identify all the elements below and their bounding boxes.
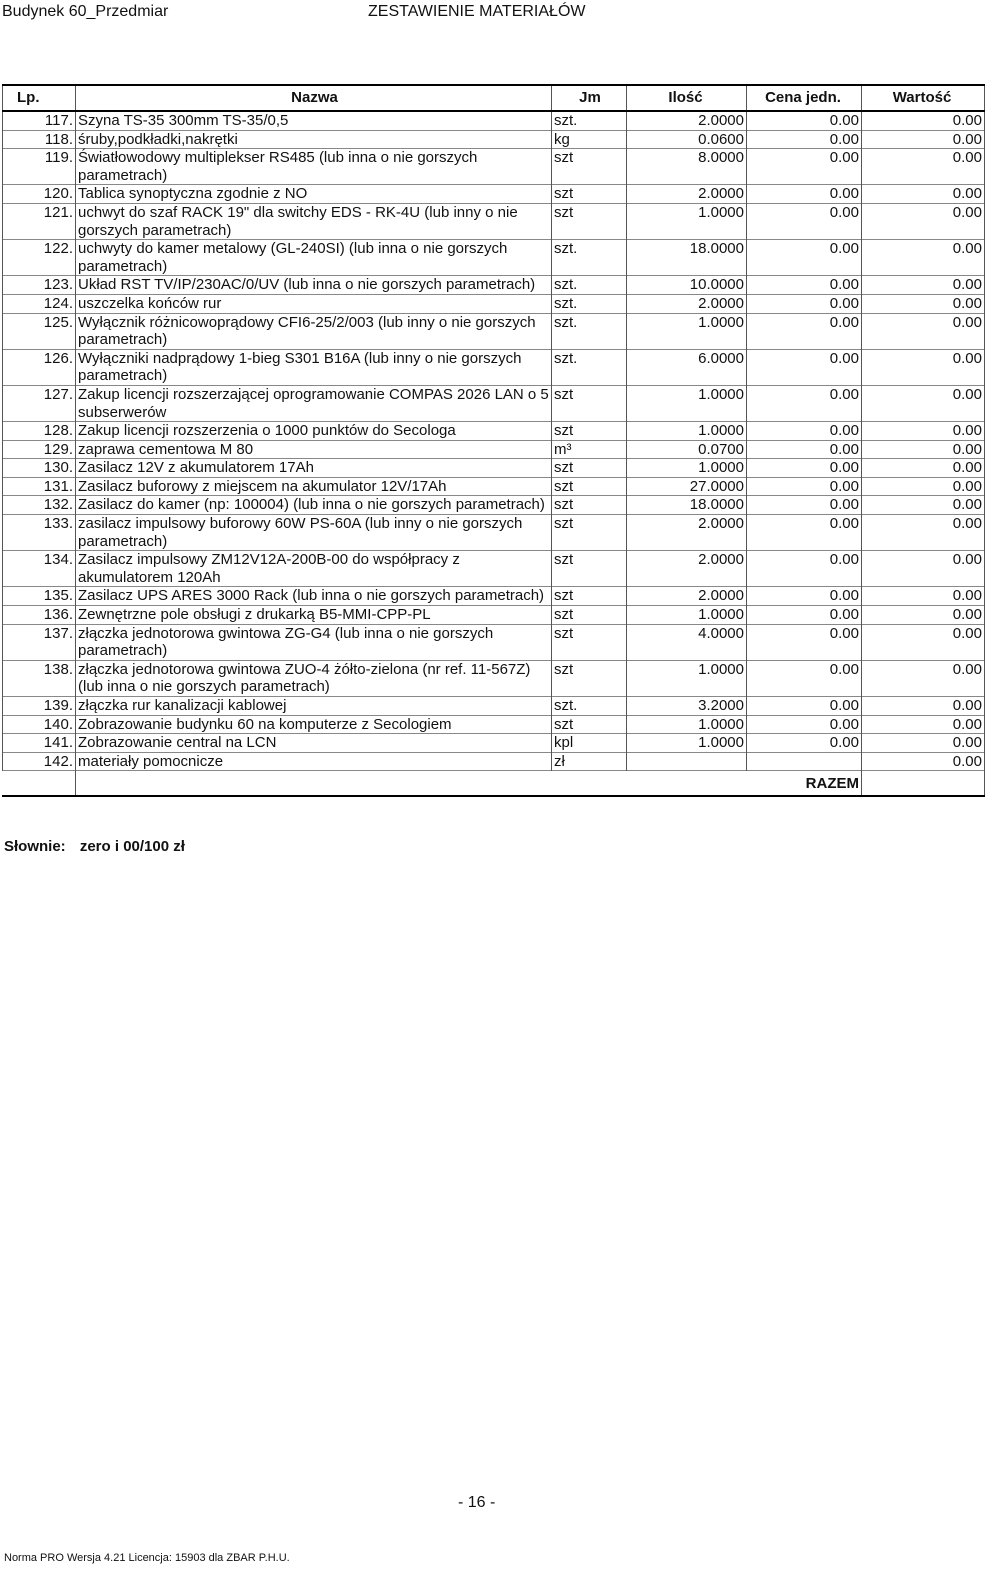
row-qty: 10.0000 — [627, 276, 747, 295]
table-row — [3, 422, 985, 441]
row-qty: 2.0000 — [627, 551, 747, 587]
row-value: 0.00 — [862, 697, 985, 716]
row-qty: 8.0000 — [627, 149, 747, 185]
row-name: Zakup licencji rozszerzającej oprogramowanie COMPAS 2026 LAN o 5 subserwerów — [76, 385, 552, 421]
row-lp: 137. — [3, 624, 76, 660]
row-value: 0.00 — [862, 660, 985, 696]
row-lp: 119. — [3, 149, 76, 185]
row-price: 0.00 — [747, 149, 862, 185]
row-price: 0.00 — [747, 294, 862, 313]
row-lp: 141. — [3, 734, 76, 753]
row-jm: szt — [552, 715, 627, 734]
col-jm-header: Jm — [552, 85, 627, 111]
row-lp: 140. — [3, 715, 76, 734]
row-jm: szt. — [552, 240, 627, 276]
table-row — [3, 496, 985, 515]
document-title: Budynek 60_Przedmiar — [2, 3, 169, 20]
row-name: złączka rur kanalizacji kablowej — [76, 697, 552, 716]
row-name: zaprawa cementowa M 80 — [76, 440, 552, 459]
row-jm: szt — [552, 459, 627, 478]
row-jm: szt — [552, 477, 627, 496]
row-price: 0.00 — [747, 440, 862, 459]
row-qty: 2.0000 — [627, 294, 747, 313]
row-price: 0.00 — [747, 111, 862, 130]
row-qty: 18.0000 — [627, 496, 747, 515]
row-price: 0.00 — [747, 240, 862, 276]
row-lp: 128. — [3, 422, 76, 441]
row-price: 0.00 — [747, 385, 862, 421]
row-value: 0.00 — [862, 551, 985, 587]
row-name: materiały pomocnicze — [76, 752, 552, 771]
row-lp: 136. — [3, 606, 76, 625]
col-name-header: Nazwa — [76, 85, 552, 111]
row-jm: kg — [552, 130, 627, 149]
row-lp: 120. — [3, 185, 76, 204]
table-body — [3, 111, 985, 771]
col-value-header: Wartość — [862, 85, 985, 111]
table-row — [3, 587, 985, 606]
row-price: 0.00 — [747, 660, 862, 696]
row-qty: 4.0000 — [627, 624, 747, 660]
row-jm: szt — [552, 587, 627, 606]
table-row — [3, 551, 985, 587]
row-lp: 134. — [3, 551, 76, 587]
row-price: 0.00 — [747, 276, 862, 295]
row-qty: 0.0700 — [627, 440, 747, 459]
row-qty: 2.0000 — [627, 111, 747, 130]
col-qty-header: Ilość — [627, 85, 747, 111]
row-qty: 1.0000 — [627, 203, 747, 239]
row-value: 0.00 — [862, 515, 985, 551]
row-lp: 132. — [3, 496, 76, 515]
footer-license: Norma PRO Wersja 4.21 Licencja: 15903 dla ZBAR P.H.U. — [4, 1552, 290, 1564]
row-name: zasilacz impulsowy buforowy 60W PS-60A (lub inny o nie gorszych parametrach) — [76, 515, 552, 551]
row-qty — [627, 752, 747, 771]
col-price-header: Cena jedn. — [747, 85, 862, 111]
row-jm: szt — [552, 203, 627, 239]
row-jm: szt. — [552, 276, 627, 295]
row-value: 0.00 — [862, 149, 985, 185]
row-lp: 124. — [3, 294, 76, 313]
row-value: 0.00 — [862, 313, 985, 349]
row-qty: 18.0000 — [627, 240, 747, 276]
row-price: 0.00 — [747, 606, 862, 625]
amount-in-words-label: Słownie: — [4, 838, 66, 855]
row-value: 0.00 — [862, 587, 985, 606]
col-lp-header: Lp. — [3, 85, 76, 111]
row-value: 0.00 — [862, 349, 985, 385]
row-price: 0.00 — [747, 349, 862, 385]
row-name: Zasilacz buforowy z miejscem na akumulator 12V/17Ah — [76, 477, 552, 496]
table-row — [3, 130, 985, 149]
row-price: 0.00 — [747, 422, 862, 441]
total-value — [862, 771, 985, 797]
row-name: śruby,podkładki,nakrętki — [76, 130, 552, 149]
row-value: 0.00 — [862, 422, 985, 441]
row-price: 0.00 — [747, 551, 862, 587]
row-price: 0.00 — [747, 496, 862, 515]
row-qty: 1.0000 — [627, 660, 747, 696]
row-jm: szt — [552, 385, 627, 421]
table-row — [3, 660, 985, 696]
row-lp: 139. — [3, 697, 76, 716]
row-name: Zasilacz UPS ARES 3000 Rack (lub inna o nie gorszych parametrach) — [76, 587, 552, 606]
row-price: 0.00 — [747, 697, 862, 716]
row-lp: 131. — [3, 477, 76, 496]
table-row — [3, 624, 985, 660]
row-value: 0.00 — [862, 715, 985, 734]
row-jm: szt — [552, 624, 627, 660]
row-name: Zobrazowanie central na LCN — [76, 734, 552, 753]
row-qty: 2.0000 — [627, 185, 747, 204]
table-row — [3, 715, 985, 734]
row-jm: szt — [552, 496, 627, 515]
row-name: uchwyty do kamer metalowy (GL-240SI) (lub inna o nie gorszych parametrach) — [76, 240, 552, 276]
row-lp: 138. — [3, 660, 76, 696]
row-lp: 127. — [3, 385, 76, 421]
row-lp: 135. — [3, 587, 76, 606]
row-qty: 1.0000 — [627, 422, 747, 441]
row-jm: szt — [552, 185, 627, 204]
row-name: uszczelka końców rur — [76, 294, 552, 313]
row-price: 0.00 — [747, 130, 862, 149]
row-lp: 126. — [3, 349, 76, 385]
row-price: 0.00 — [747, 587, 862, 606]
row-value: 0.00 — [862, 111, 985, 130]
row-name: Szyna TS-35 300mm TS-35/0,5 — [76, 111, 552, 130]
table-row — [3, 240, 985, 276]
table-row — [3, 313, 985, 349]
row-name: Tablica synoptyczna zgodnie z NO — [76, 185, 552, 204]
row-name: Wyłączniki nadprądowy 1-bieg S301 B16A (lub inny o nie gorszych parametrach) — [76, 349, 552, 385]
table-header-row — [3, 85, 985, 111]
row-price: 0.00 — [747, 185, 862, 204]
row-lp: 130. — [3, 459, 76, 478]
row-jm: szt — [552, 515, 627, 551]
table-row — [3, 294, 985, 313]
row-price: 0.00 — [747, 624, 862, 660]
row-name: złączka jednotorowa gwintowa ZG-G4 (lub inna o nie gorszych parametrach) — [76, 624, 552, 660]
row-qty: 1.0000 — [627, 385, 747, 421]
row-name: złączka jednotorowa gwintowa ZUO-4 żółto-zielona (nr ref. 11-567Z) (lub inna o nie gorszych parametrach) — [76, 660, 552, 696]
table-row — [3, 697, 985, 716]
row-jm: szt — [552, 660, 627, 696]
row-name: Zobrazowanie budynku 60 na komputerze z Secologiem — [76, 715, 552, 734]
table-row — [3, 185, 985, 204]
row-value: 0.00 — [862, 734, 985, 753]
row-jm: szt. — [552, 349, 627, 385]
row-price: 0.00 — [747, 734, 862, 753]
page-number: - 16 - — [458, 1494, 496, 1511]
row-jm: szt. — [552, 111, 627, 130]
section-title: ZESTAWIENIE MATERIAŁÓW — [368, 3, 586, 20]
row-lp: 125. — [3, 313, 76, 349]
row-qty: 6.0000 — [627, 349, 747, 385]
row-jm: szt — [552, 422, 627, 441]
table-row — [3, 515, 985, 551]
row-qty: 1.0000 — [627, 313, 747, 349]
table-row — [3, 752, 985, 771]
row-jm: szt — [552, 606, 627, 625]
amount-in-words — [4, 838, 185, 855]
row-jm: m³ — [552, 440, 627, 459]
row-qty: 1.0000 — [627, 459, 747, 478]
row-value: 0.00 — [862, 459, 985, 478]
total-row — [3, 771, 985, 797]
row-price — [747, 752, 862, 771]
row-jm: szt. — [552, 697, 627, 716]
row-value: 0.00 — [862, 440, 985, 459]
row-qty: 2.0000 — [627, 587, 747, 606]
row-jm: szt. — [552, 313, 627, 349]
table-row — [3, 385, 985, 421]
row-price: 0.00 — [747, 459, 862, 478]
row-value: 0.00 — [862, 477, 985, 496]
row-jm: szt. — [552, 294, 627, 313]
row-value: 0.00 — [862, 294, 985, 313]
table-row — [3, 440, 985, 459]
row-qty: 2.0000 — [627, 515, 747, 551]
row-lp: 121. — [3, 203, 76, 239]
row-value: 0.00 — [862, 240, 985, 276]
row-qty: 1.0000 — [627, 715, 747, 734]
row-price: 0.00 — [747, 715, 862, 734]
row-value: 0.00 — [862, 203, 985, 239]
row-jm: zł — [552, 752, 627, 771]
row-lp: 129. — [3, 440, 76, 459]
row-qty: 3.2000 — [627, 697, 747, 716]
table-row — [3, 477, 985, 496]
row-value: 0.00 — [862, 185, 985, 204]
table-row — [3, 149, 985, 185]
row-lp: 133. — [3, 515, 76, 551]
table-row — [3, 203, 985, 239]
row-lp: 117. — [3, 111, 76, 130]
row-lp: 142. — [3, 752, 76, 771]
materials-table — [2, 84, 985, 797]
table-row — [3, 606, 985, 625]
total-label: RAZEM — [747, 771, 862, 797]
row-jm: szt — [552, 551, 627, 587]
row-name: uchwyt do szaf RACK 19" dla switchy EDS - RK-4U (lub inny o nie gorszych parametrach) — [76, 203, 552, 239]
row-qty: 27.0000 — [627, 477, 747, 496]
row-name: Zewnętrzne pole obsługi z drukarką B5-MMI-CPP-PL — [76, 606, 552, 625]
row-value: 0.00 — [862, 624, 985, 660]
row-name: Światłowodowy multiplekser RS485 (lub inna o nie gorszych parametrach) — [76, 149, 552, 185]
row-name: Układ RST TV/IP/230AC/0/UV (lub inna o nie gorszych parametrach) — [76, 276, 552, 295]
row-price: 0.00 — [747, 203, 862, 239]
row-qty: 1.0000 — [627, 734, 747, 753]
row-value: 0.00 — [862, 496, 985, 515]
row-value: 0.00 — [862, 276, 985, 295]
table-row — [3, 459, 985, 478]
table-row — [3, 349, 985, 385]
row-qty: 1.0000 — [627, 606, 747, 625]
row-jm: kpl — [552, 734, 627, 753]
amount-in-words-value: zero i 00/100 zł — [79, 838, 185, 855]
row-qty: 0.0600 — [627, 130, 747, 149]
table-row — [3, 276, 985, 295]
row-name: Zakup licencji rozszerzenia o 1000 punktów do Secologa — [76, 422, 552, 441]
row-name: Zasilacz 12V z akumulatorem 17Ah — [76, 459, 552, 478]
row-lp: 118. — [3, 130, 76, 149]
row-name: Wyłącznik różnicowoprądowy CFI6-25/2/003 (lub inny o nie gorszych parametrach) — [76, 313, 552, 349]
row-lp: 122. — [3, 240, 76, 276]
row-price: 0.00 — [747, 515, 862, 551]
row-jm: szt — [552, 149, 627, 185]
row-lp: 123. — [3, 276, 76, 295]
row-price: 0.00 — [747, 477, 862, 496]
table-row — [3, 734, 985, 753]
row-name: Zasilacz impulsowy ZM12V12A-200B-00 do współpracy z akumulatorem 120Ah — [76, 551, 552, 587]
row-value: 0.00 — [862, 385, 985, 421]
row-value: 0.00 — [862, 606, 985, 625]
row-price: 0.00 — [747, 313, 862, 349]
row-name: Zasilacz do kamer (np: 100004) (lub inna o nie gorszych parametrach) — [76, 496, 552, 515]
row-value: 0.00 — [862, 752, 985, 771]
table-row — [3, 111, 985, 130]
row-value: 0.00 — [862, 130, 985, 149]
